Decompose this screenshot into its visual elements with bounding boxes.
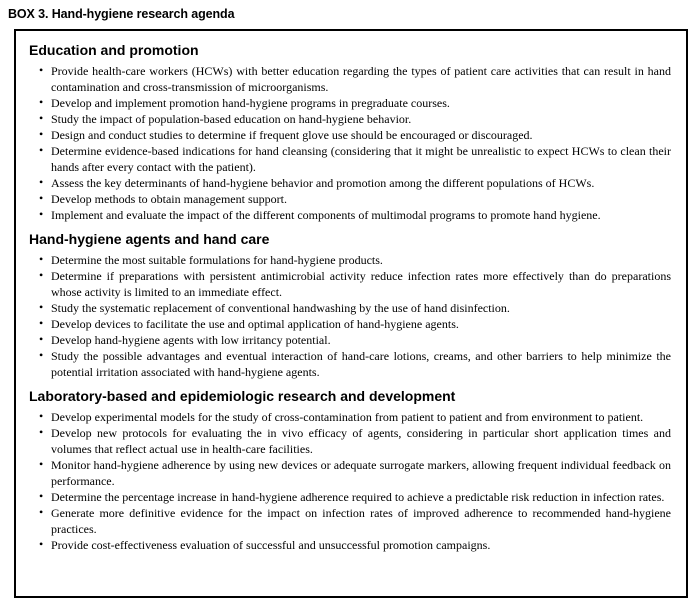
bullet-item: • Determine the most suitable formulations for hand-hygiene products. [39, 252, 671, 268]
bullet-item: • Provide cost-effectiveness evaluation of successful and unsuccessful promotion campaigns. [39, 537, 671, 553]
bullet-item: • Determine if preparations with persistent antimicrobial activity reduce infection rates more effectively than do preparations whose activity is limited to an immediate effect. [39, 268, 671, 300]
bullet-list [29, 252, 671, 380]
bullet-item: • Develop hand-hygiene agents with low irritancy potential. [39, 332, 671, 348]
section-hand-hygiene-agents [29, 231, 671, 380]
section-heading: Laboratory-based and epidemiologic research and development [29, 388, 456, 404]
section-education-and-promotion [29, 42, 671, 223]
bullet-item: • Generate more definitive evidence for the impact on infection rates of improved adherence to recommended hand-hygiene practices. [39, 505, 671, 537]
bullet-item: • Develop devices to facilitate the use and optimal application of hand-hygiene agents. [39, 316, 671, 332]
bullet-item: • Monitor hand-hygiene adherence by using new devices or adequate surrogate markers, allowing frequent individual feedback on performance. [39, 457, 671, 489]
bullet-list [29, 63, 671, 223]
bullet-item: • Develop and implement promotion hand-hygiene programs in pregraduate courses. [39, 95, 671, 111]
bullet-item: • Study the impact of population-based education on hand-hygiene behavior. [39, 111, 671, 127]
bullet-item: • Study the systematic replacement of conventional handwashing by the use of hand disinfection. [39, 300, 671, 316]
bullet-item: • Determine evidence-based indications for hand cleansing (considering that it might be unrealistic to expect HCWs to clean their hands after every contact with the patient). [39, 143, 671, 175]
bullet-list [29, 409, 671, 553]
section-heading: Education and promotion [29, 42, 199, 58]
bullet-item: • Study the possible advantages and eventual interaction of hand-care lotions, creams, and other barriers to help minimize the potential irritation associated with hand-hygiene agents. [39, 348, 671, 380]
bullet-item: • Develop new protocols for evaluating the in vivo efficacy of agents, considering in particular short application times and volumes that reflect actual use in health-care facilities. [39, 425, 671, 457]
research-agenda-box [14, 29, 688, 598]
section-heading: Hand-hygiene agents and hand care [29, 231, 270, 247]
section-laboratory-research [29, 388, 671, 553]
bullet-item: • Determine the percentage increase in hand-hygiene adherence required to achieve a predictable risk reduction in infection rates. [39, 489, 671, 505]
box-title: BOX 3. Hand-hygiene research agenda [8, 7, 235, 21]
bullet-item: • Provide health-care workers (HCWs) with better education regarding the types of patient care activities that can result in hand contamination and cross-transmission of microorganisms. [39, 63, 671, 95]
bullet-item: • Design and conduct studies to determine if frequent glove use should be encouraged or discouraged. [39, 127, 671, 143]
bullet-item: • Develop methods to obtain management support. [39, 191, 671, 207]
bullet-item: • Assess the key determinants of hand-hygiene behavior and promotion among the different populations of HCWs. [39, 175, 671, 191]
bullet-item: • Develop experimental models for the study of cross-contamination from patient to patient and from environment to patient. [39, 409, 671, 425]
bullet-item: • Implement and evaluate the impact of the different components of multimodal programs to promote hand hygiene. [39, 207, 671, 223]
